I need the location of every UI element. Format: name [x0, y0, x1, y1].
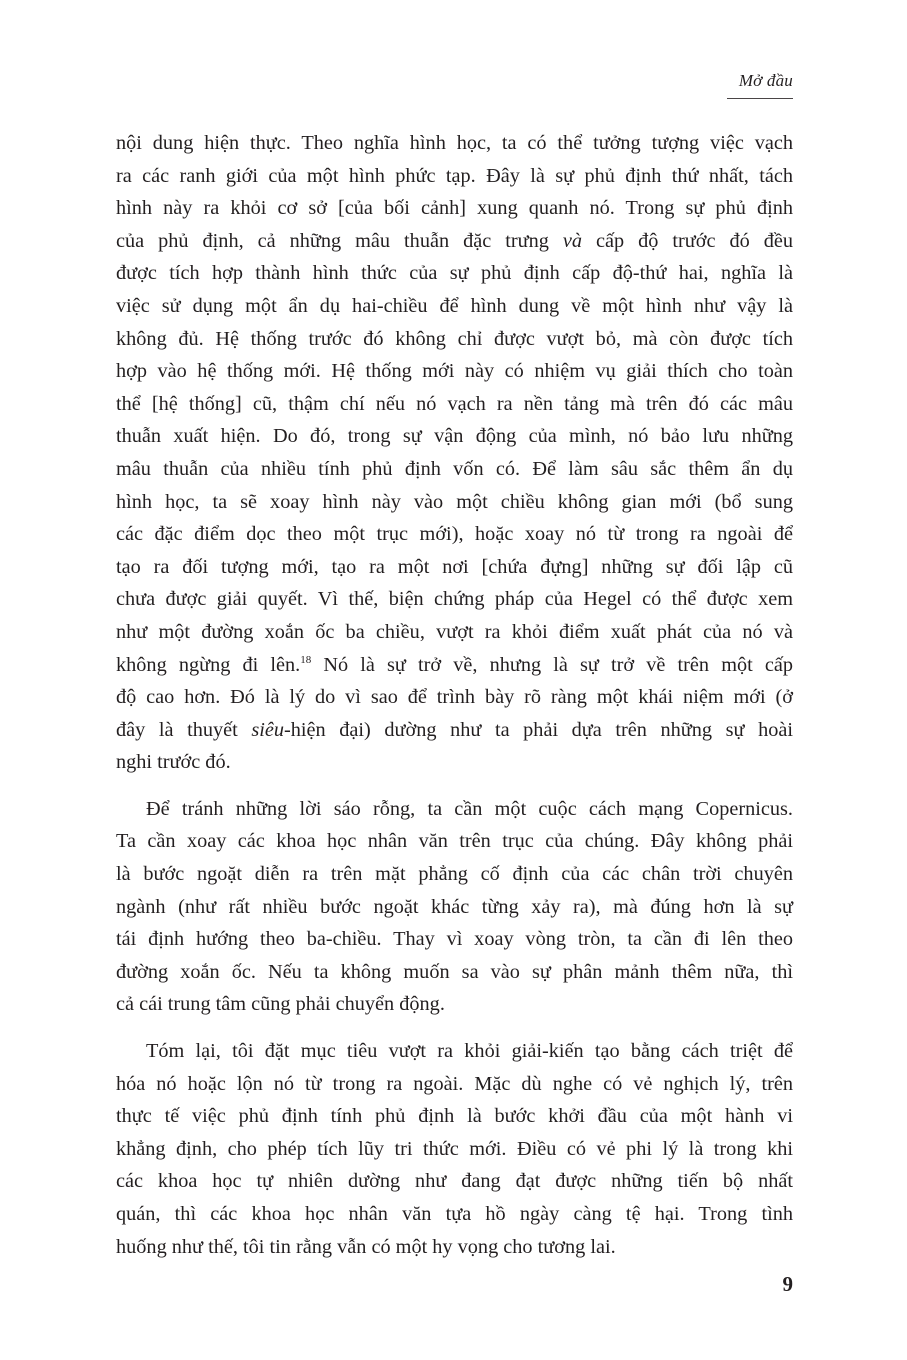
running-head-rule [727, 98, 793, 99]
text-line: nội dung hiện thực. Theo nghĩa hình học, ta có thể tưởng tượng việc vạch [116, 132, 793, 154]
text-line: thực tế việc phủ định tính phủ định là bước khởi đầu của một hành vi [116, 1105, 793, 1128]
running-head-title: Mở đầu [738, 71, 793, 90]
text-run: của phủ định, cả những mâu thuẫn đặc trưng [116, 229, 563, 252]
paragraph-3 [116, 1035, 793, 1263]
text-line [116, 649, 793, 682]
text-line: các khoa học tự nhiên dường như đang đạt được những tiến bộ nhất [116, 1170, 793, 1193]
text-run: -hiện đại) dường như ta phải dựa trên những sự hoài [284, 718, 793, 741]
paragraph-1 [116, 127, 793, 779]
text-line [116, 714, 793, 747]
text-line: hình học, ta sẽ xoay hình này vào một chiều không gian mới (bổ sung [116, 490, 793, 513]
text-line: độ cao hơn. Đó là lý do vì sao để trình bày rõ ràng một khái niệm mới (ở [116, 686, 793, 709]
text-run: Nó là sự trở về, nhưng là sự trở về trên một cấp [311, 653, 794, 676]
italic-emphasis: và [562, 229, 582, 252]
italic-emphasis: siêu [251, 718, 285, 741]
text-line: huống như thế, tôi tin rằng vẫn có một hy vọng cho tương lai. [116, 1235, 616, 1258]
footnote-reference[interactable]: 18 [300, 653, 312, 666]
text-line: khẳng định, cho phép tích lũy tri thức mới. Điều có vẻ phi lý là trong khi [116, 1137, 793, 1160]
text-line: hình này ra khỏi cơ sở [của bối cảnh] xung quanh nó. Trong sự phủ định [116, 197, 793, 220]
text-line: hợp vào hệ thống mới. Hệ thống mới này có nhiệm vụ giải thích cho toàn [116, 360, 793, 383]
text-line: các đặc điểm dọc theo một trục mới), hoặc xoay nó từ trong ra ngoài để [116, 523, 793, 546]
text-line: việc sử dụng một ẩn dụ hai-chiều để hình dung về một hình như vậy là [116, 294, 793, 317]
text-line: là bước ngoặt diễn ra trên mặt phẳng cố định của các chân trời chuyên [116, 863, 793, 886]
text-run: đây là thuyết [116, 718, 252, 741]
text-run: cấp độ trước đó đều [582, 229, 793, 252]
text-line: mâu thuẫn của nhiều tính phủ định vốn có. Để làm sâu sắc thêm ẩn dụ [116, 457, 793, 480]
paragraph-2 [116, 793, 793, 1021]
text-run: không ngừng đi lên. [116, 653, 301, 676]
text-line: ngành (như rất nhiều bước ngoặt khác từng xảy ra), mà đúng hơn là sự [116, 895, 793, 918]
text-line: không đủ. Hệ thống trước đó không chỉ được vượt bỏ, mà còn được tích [116, 327, 793, 350]
text-line: ra các ranh giới của một hình phức tạp. Đây là sự phủ định thứ nhất, tách [116, 164, 793, 187]
page-number: 9 [782, 1272, 793, 1296]
text-line: Tóm lại, tôi đặt mục tiêu vượt ra khỏi giải-kiến tạo bằng cách triệt để [146, 1040, 793, 1063]
text-line: chưa được giải quyết. Vì thế, biện chứng pháp của Hegel có thể được xem [116, 588, 793, 611]
text-line: nghi trước đó. [116, 751, 231, 774]
text-line: hóa nó hoặc lộn nó từ trong ra ngoài. Mặc dù nghe có vẻ nghịch lý, trên [116, 1072, 793, 1095]
text-line: cả cái trung tâm cũng phải chuyển động. [116, 993, 445, 1016]
text-line: đường xoắn ốc. Nếu ta không muốn sa vào sự phân mảnh thêm nữa, thì [116, 960, 793, 983]
text-line: tạo ra đối tượng mới, tạo ra một nơi [chứa đựng] những sự đối lập cũ [116, 555, 793, 578]
text-line: thể [hệ thống] cũ, thậm chí nếu nó vạch ra nền tảng mà trên đó các mâu [116, 392, 793, 415]
text-line: quán, thì các khoa học nhân văn tựa hồ ngày càng tệ hại. Trong tình [116, 1203, 793, 1225]
text-line: Để tránh những lời sáo rỗng, ta cần một cuộc cách mạng Copernicus. [146, 797, 793, 820]
text-line: như một đường xoắn ốc ba chiều, vượt ra khỏi điểm xuất phát của nó và [116, 620, 793, 643]
text-line: thuẫn xuất hiện. Do đó, trong sự vận động của mình, nó bảo lưu những [116, 425, 793, 448]
page-body [116, 127, 793, 1263]
text-line: Ta cần xoay các khoa học nhân văn trên trục của chúng. Đây không phải [116, 830, 793, 853]
text-line: được tích hợp thành hình thức của sự phủ định cấp độ-thứ hai, nghĩa là [116, 262, 793, 285]
text-line: tái định hướng theo ba-chiều. Thay vì xoay vòng tròn, ta cần đi lên theo [116, 928, 793, 951]
text-line [116, 225, 793, 258]
